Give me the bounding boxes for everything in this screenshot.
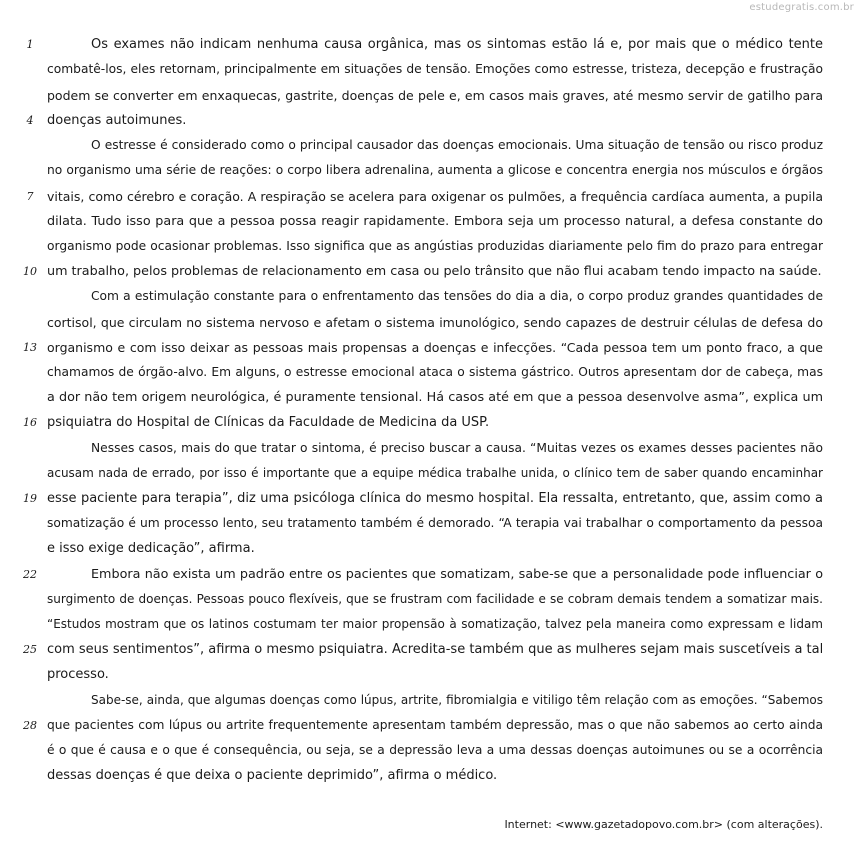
text-line: O estresse é considerado como o principal causador das doenças emocionais. Uma situação de tensão ou risco produz bbox=[91, 138, 823, 152]
text-line: Sabe-se, ainda, que algumas doenças como lúpus, artrite, fibromialgia e vitiligo têm relação com as emoções. “Sabemos bbox=[91, 693, 823, 707]
text-line: no organismo uma série de reações: o corpo libera adrenalina, aumenta a glicose e concentra energia nos músculos e órgãos bbox=[47, 163, 823, 177]
source-citation: Internet: <www.gazetadopovo.com.br> (com alterações). bbox=[504, 818, 823, 831]
text-line: acusam nada de errado, por isso é importante que a equipe médica trabalhe unida, o clínico tem de saber quando encaminhar bbox=[47, 466, 823, 480]
text-line: organismo pode ocasionar problemas. Isso significa que as angústias produzidas diariamente pelo fim do prazo para entregar bbox=[47, 239, 823, 253]
text-line: esse paciente para terapia”, diz uma psicóloga clínica do mesmo hospital. Ela ressalta, entretanto, que, assim como a bbox=[47, 491, 823, 506]
line-number: 16 bbox=[23, 416, 37, 429]
text-line: psiquiatra do Hospital de Clínicas da Faculdade de Medicina da USP. bbox=[47, 415, 490, 430]
text-line: vitais, como cérebro e coração. A respiração se acelera para oxigenar os pulmões, a frequência cardíaca aumenta, a pupila bbox=[47, 189, 823, 204]
text-line: combatê-los, eles retornam, principalmente em situações de tensão. Emoções como estresse, tristeza, decepção e frustração bbox=[47, 62, 823, 76]
text-line: organismo e com isso deixar as pessoas mais propensas a doenças e infecções. “Cada pessoa tem um ponto fraco, a que bbox=[47, 340, 823, 355]
line-number: 4 bbox=[26, 114, 34, 127]
line-number: 10 bbox=[23, 265, 37, 278]
line-number: 25 bbox=[23, 643, 37, 656]
text-line: doenças autoimunes. bbox=[47, 113, 187, 128]
text-line: é o que é causa e o que é consequência, ou seja, se a depressão leva a uma dessas doenças autoimunes ou se a ocorrência bbox=[47, 743, 823, 757]
site-watermark: estudegratis.com.br bbox=[749, 2, 854, 13]
text-line: e isso exige dedicação”, afirma. bbox=[47, 541, 255, 556]
text-line: Nesses casos, mais do que tratar o sintoma, é preciso buscar a causa. “Muitas vezes os exames desses pacientes não bbox=[91, 441, 823, 455]
line-number: 19 bbox=[23, 492, 37, 505]
text-line: Embora não exista um padrão entre os pacientes que somatizam, sabe-se que a personalidade pode influenciar o bbox=[91, 567, 823, 582]
text-line: processo. bbox=[47, 667, 109, 682]
text-line: somatização é um processo lento, seu tratamento também é demorado. “A terapia vai trabalhar o comportamento da pessoa bbox=[47, 516, 823, 530]
text-line: um trabalho, pelos problemas de relacionamento em casa ou pelo trânsito que não flui acabam tendo impacto na saúde. bbox=[47, 264, 822, 279]
text-line: Os exames não indicam nenhuma causa orgânica, mas os sintomas estão lá e, por mais que o médico tente bbox=[91, 37, 823, 52]
line-number: 22 bbox=[23, 568, 37, 581]
text-line: podem se converter em enxaquecas, gastrite, doenças de pele e, em casos mais graves, até mesmo servir de gatilho para bbox=[47, 88, 823, 103]
line-number: 7 bbox=[26, 190, 34, 203]
text-line: cortisol, que circulam no sistema nervoso e afetam o sistema imunológico, sendo capazes de destruir células de defesa do bbox=[47, 315, 823, 330]
text-line: com seus sentimentos”, afirma o mesmo psiquiatra. Acredita-se também que as mulheres sejam mais suscetíveis a tal bbox=[47, 642, 823, 657]
line-number: 28 bbox=[23, 719, 37, 732]
line-number: 1 bbox=[26, 38, 34, 51]
text-line: Com a estimulação constante para o enfrentamento das tensões do dia a dia, o corpo produz grandes quantidades de bbox=[91, 289, 823, 303]
text-line: dilata. Tudo isso para que a pessoa possa reagir rapidamente. Embora seja um processo natural, a defesa constante do bbox=[47, 214, 823, 229]
text-line: “Estudos mostram que os latinos costumam ter maior propensão à somatização, talvez pela maneira como expressam e lidam bbox=[47, 617, 823, 631]
text-line: a dor não tem origem neurológica, é puramente tensional. Há casos até em que a pessoa desenvolve asma”, explica um bbox=[47, 390, 823, 405]
text-line: dessas doenças é que deixa o paciente deprimido”, afirma o médico. bbox=[47, 768, 498, 783]
text-line: que pacientes com lúpus ou artrite frequentemente apresentam também depressão, mas o que não sabemos ao certo ainda bbox=[47, 718, 823, 732]
text-line: chamamos de órgão-alvo. Em alguns, o estresse emocional ataca o sistema gástrico. Outros apresentam dor de cabeça, mas bbox=[47, 365, 823, 379]
text-line: surgimento de doenças. Pessoas pouco flexíveis, que se frustram com facilidade e se cobram demais tendem a somatizar mais. bbox=[47, 592, 823, 606]
line-number: 13 bbox=[23, 341, 37, 354]
